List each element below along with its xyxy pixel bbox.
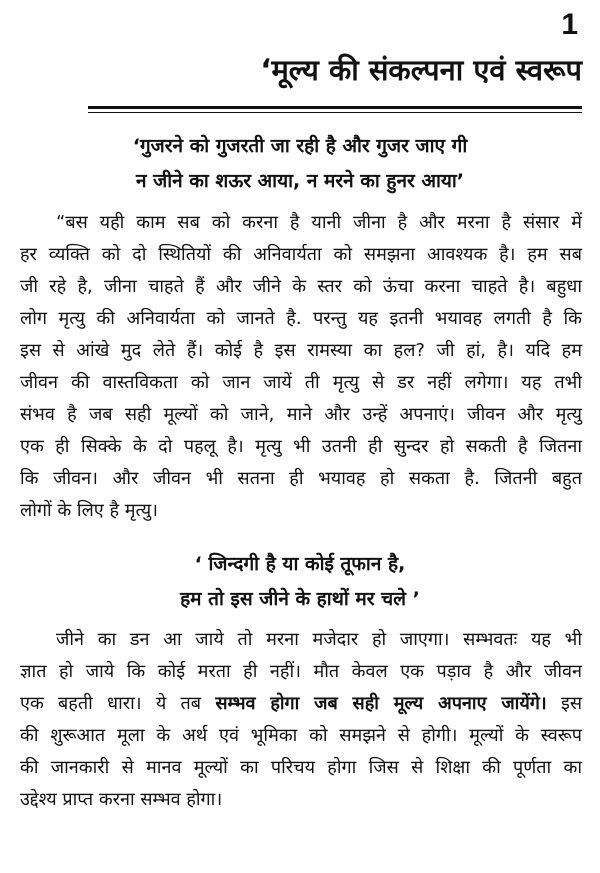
paragraph-line: लोगों के लिए है मृत्यु। (20, 500, 158, 521)
chapter-title: ‘मूल्य की संकल्पना एवं स्वरूप (260, 53, 582, 87)
title-underline-thin (88, 112, 582, 113)
paragraph-line: जीवन की वास्तविकता को जान जायें ती मृत्यु से डर नहीं लगेगा। यह तभी (20, 372, 582, 393)
paragraph-line: उद्देश्य प्राप्त करना सम्भव होगा। (20, 789, 223, 810)
paragraph-line: “बस यही काम सब को करना है यानी जीना है और मरना है संसार में (56, 212, 582, 233)
page-number: 1 (561, 8, 578, 41)
paragraph-line: जीने का डन आ जाये तो मरना मजेदार हो जाएगा। सम्भवतः यह भी (56, 629, 582, 650)
couplet-line: ‘ जिन्दगी है या कोई तूफान है, (194, 553, 406, 575)
paragraph-line: कि जीवन। और जीवन भी सतना ही भयावह हो सकता है. जितनी बहुत (20, 468, 582, 489)
paragraph-2 (20, 624, 582, 816)
couplet-line: न जीने का शऊर आया, न मरने का हुनर आया’ (135, 170, 465, 192)
paragraph-line: जी रहे है, जीना चाहते हैं और जीने के स्तर को ऊंचा करना चाहते है। बहुधा (20, 276, 582, 297)
paragraph-line: ज्ञात हो जाये कि कोई मरता ही नहीं। मौत केवल एक पड़ाव है और जीवन (20, 661, 582, 682)
paragraph-line-emphasis (20, 688, 582, 720)
text-run: इस (546, 693, 582, 714)
title-underline-thick (88, 106, 582, 109)
paragraph-line: लोग मृत्यु की अनिवार्यता को जानते है. परन्तु यह इतनी भयावह लगती है कि (20, 308, 582, 329)
couplet-line: ‘गुजरने को गुजरती जा रही है और गुजर जाए गी (132, 135, 468, 157)
paragraph-line: संभव है जब सही मूल्यों को जाने, माने और उन्हें अपनाएं। जीवन और मृत्यु (20, 404, 582, 425)
paragraph-line: इस से आंखे मुद लेते हैं। कोई है इस रामस्या का हल? जी हां, है। यदि हम (20, 340, 582, 361)
couplet-line: हम तो इस जीने के हाथों मर चले ’ (180, 588, 420, 610)
paragraph-line: की शुरूआत मूला के अर्थ एवं भूमिका को समझने से होगी। मूल्यों के स्वरूप (20, 725, 582, 746)
opening-couplet (0, 129, 600, 199)
middle-couplet (0, 547, 600, 617)
emphasized-phrase: सम्भव होगा जब सही मूल्य अपनाए जायेंगे। (215, 693, 547, 714)
text-run: एक बहती धारा। ये तब (20, 693, 216, 714)
paragraph-1 (20, 207, 582, 527)
paragraph-line: हर व्यक्ति को दो स्थितियों की अनिवार्यता को समझना आवश्यक है। हम सब (20, 244, 582, 265)
paragraph-line: की जानकारी से मानव मूल्यों का परिचय होगा जिस से शिक्षा की पूर्णता का (20, 757, 582, 778)
paragraph-line: एक ही सिक्के के दो पहलू है। मृत्यु भी उतनी ही सुन्दर हो सकती है जितना (20, 436, 582, 457)
